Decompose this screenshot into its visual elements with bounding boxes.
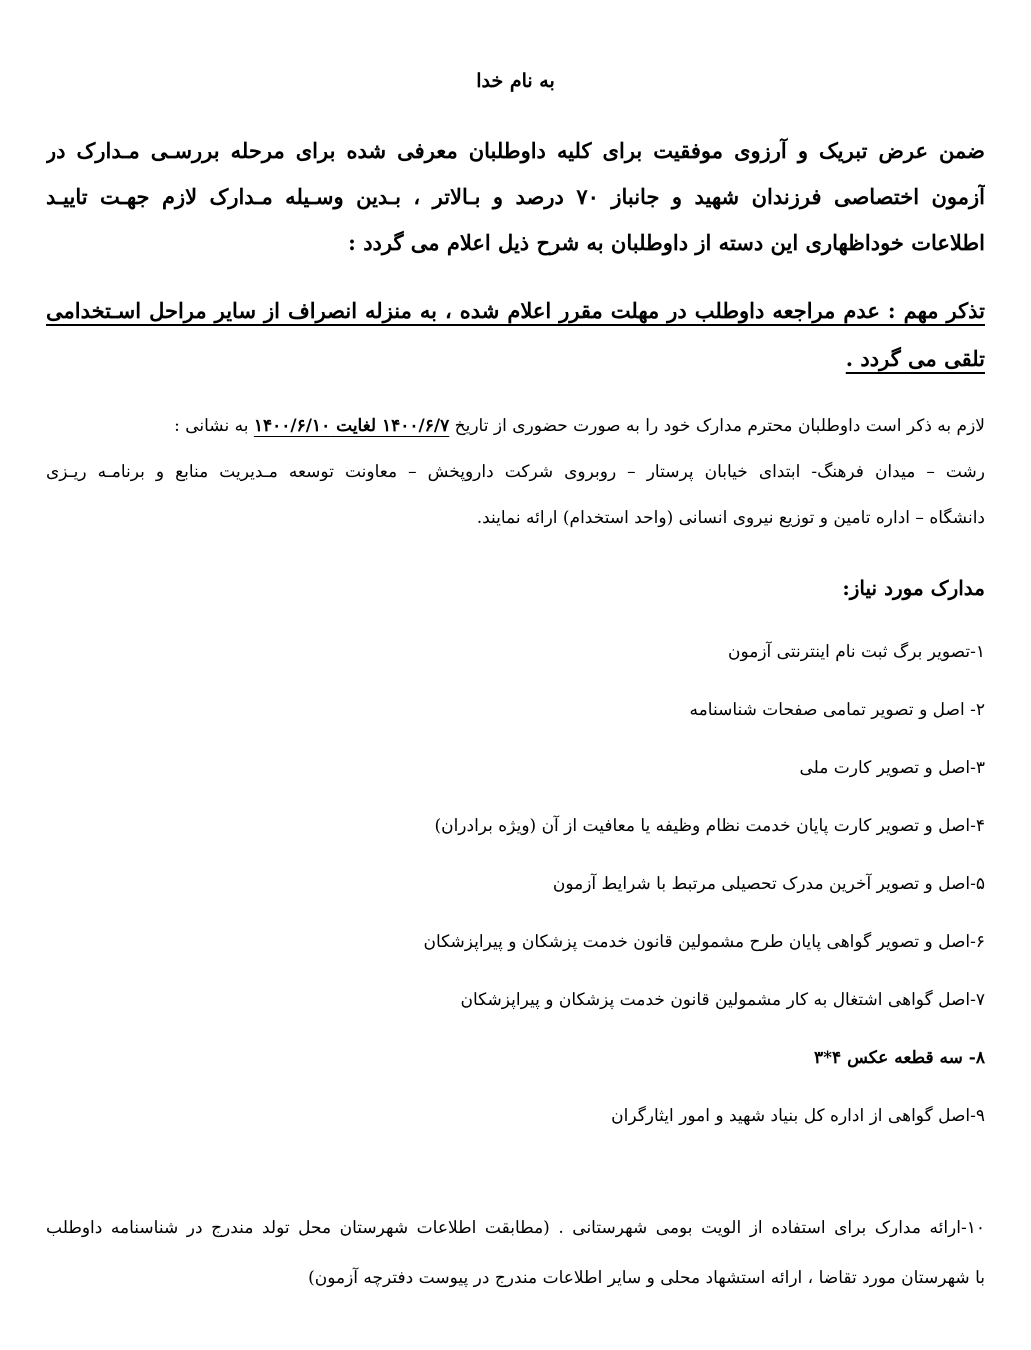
required-documents-list	[46, 632, 985, 1154]
date-range: ۱۴۰۰/۶/۷ لغایت ۱۴۰۰/۶/۱۰	[253, 416, 450, 436]
intro-paragraph	[46, 128, 985, 266]
info-line: دانشگاه – اداره تامین و توزیع نیروی انسانی (واحد استخدام) ارائه نمایند.	[476, 508, 985, 528]
note-line	[46, 335, 985, 383]
note-text: تذکر مهم : عدم مراجعه داوطلب در مهلت مقرر اعلام شده ، به منزله انصراف از سایر مراحل اسـتخدامی	[46, 298, 985, 323]
info-text: به نشانی :	[174, 416, 254, 436]
list-item: ۳-اصل و تصویر کارت ملی	[799, 758, 985, 778]
list-item-10	[46, 1203, 985, 1303]
list-item-line: با شهرستان مورد تقاضا ، ارائه استشهاد محلی و سایر اطلاعات مندرج در پیوست دفترچه آزمون)	[308, 1268, 985, 1288]
document-page	[46, 0, 985, 1350]
info-text: لازم به ذکر است داوطلبان محترم مدارک خود را به صورت حضوری از تاریخ	[449, 416, 985, 436]
intro-line: آزمون اختصاصی فرزندان شهید و جانباز ۷۰ درصد و بـالاتر ، بـدین وسـیله مـدارک لازم جهـت تاییـد	[46, 184, 985, 209]
list-item: ۷-اصل گواهی اشتغال به کار مشمولین قانون خدمت پزشکان و پیراپزشکان	[460, 990, 985, 1010]
list-item: ۹-اصل گواهی از اداره کل بنیاد شهید و امور ایثارگران	[611, 1106, 985, 1126]
intro-line: اطلاعات خوداظهاری این دسته از داوطلبان به شرح ذیل اعلام می گردد :	[348, 230, 985, 255]
list-item-line: ۱۰-ارائه مدارک برای استفاده از الویت بومی شهرستانی . (مطابقت اطلاعات شهرستان محل تولد مندرج در شناسنامه داوطلب	[46, 1218, 985, 1238]
list-item: ۸- سه قطعه عکس ۴*۳	[814, 1048, 985, 1068]
list-item: ۴-اصل و تصویر کارت پایان خدمت نظام وظیفه یا معافیت از آن (ویژه برادران)	[434, 816, 985, 836]
info-line	[46, 403, 985, 449]
important-note	[46, 287, 985, 383]
info-line: رشت – میدان فرهنگ- ابتدای خیابان پرستار – روبروی شرکت داروپخش – معاونت توسعه مـدیریت منابع و برنامـه ریـزی	[46, 462, 985, 482]
required-documents-heading: مدارک مورد نیاز:	[842, 576, 985, 600]
list-item: ۲- اصل و تصویر تمامی صفحات شناسنامه	[689, 700, 985, 720]
page-title: به نام خدا	[476, 70, 555, 92]
address-paragraph	[46, 403, 985, 541]
intro-line: ضمن عرض تبریک و آرزوی موفقیت برای کلیه داوطلبان معرفی شده برای مرحله بررسـی مـدارک در	[46, 138, 985, 163]
note-text: تلقی می گردد .	[845, 346, 985, 371]
list-item: ۱-تصویر برگ ثبت نام اینترنتی آزمون	[727, 642, 985, 662]
list-item: ۵-اصل و تصویر آخرین مدرک تحصیلی مرتبط با شرایط آزمون	[552, 874, 985, 894]
list-item: ۶-اصل و تصویر گواهی پایان طرح مشمولین قانون خدمت پزشکان و پیراپزشکان	[423, 932, 985, 952]
note-line	[46, 287, 985, 335]
